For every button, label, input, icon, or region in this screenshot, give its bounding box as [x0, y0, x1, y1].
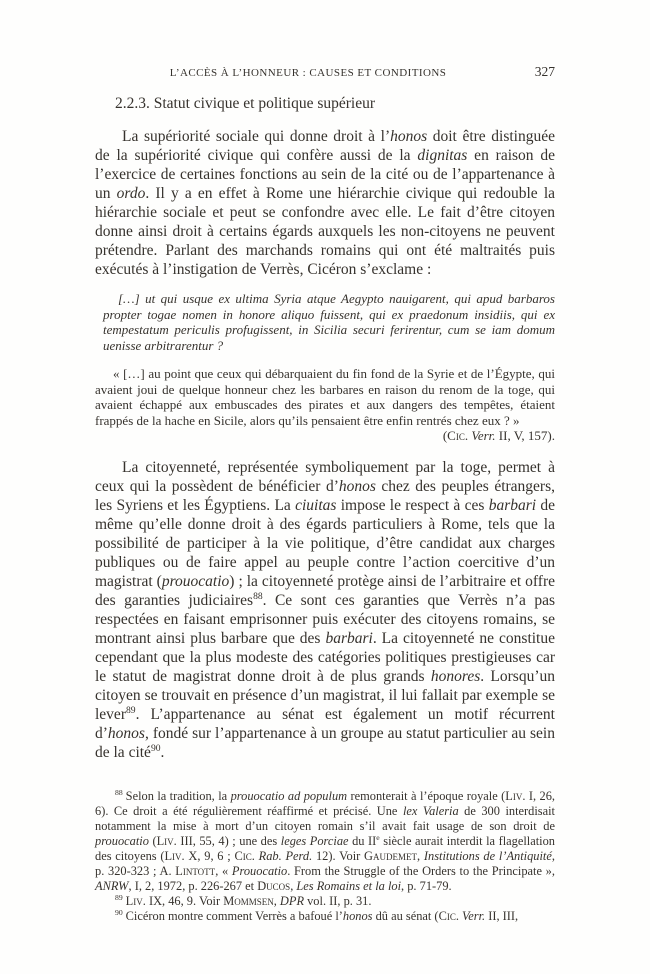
running-title: L’ACCÈS À L’HONNEUR : CAUSES ET CONDITIONS [169, 67, 447, 79]
footnote-88 [95, 789, 555, 894]
footnote-89-text: Liv. IX, 46, 9. Voir Mommsen, DPR vol. II, p. 31. [125, 894, 372, 908]
running-head [95, 64, 555, 80]
footnote-90 [95, 909, 555, 924]
french-translation-quote: « […] au point que ceux qui débarquaient du fin fond de la Syrie et de l’Égypte, qui avaient joui de quelque honneur chez les barbares en raison du renom de la toge, qui avaient échappé aux embuscades des pirates et aux dangers des tempêtes, étaient frappés de la hache en Sicile, alors qu’ils pensaient être enfin rentrés chez eux ? » [95, 366, 555, 428]
footnote-89 [95, 894, 555, 909]
footnote-89-number: 89 [115, 892, 123, 902]
page-number: 327 [534, 64, 555, 79]
section-heading: 2.2.3. Statut civique et politique supérieur [115, 95, 376, 112]
quote-citation: (Cic. Verr. II, V, 157). [442, 428, 555, 443]
paragraph-1: La supériorité sociale qui donne droit à l’honos doit être distinguée de la supériorité civique qui confère aussi de la dignitas en raison de l’exercice de certaines fonctions au sein de la cité ou de l’appartenance à un ordo. Il y a en effet à Rome une hiérarchie civique qui redouble la hiérarchie sociale et peut se confondre avec elle. Le fait d’être citoyen donne ainsi droit à certains égards auxquels les non-citoyens ne peuvent prétendre. Parlant des marchands romains qui ont été maltraités puis exécutés à l’instigation de Verrès, Cicéron s’exclame : [95, 128, 556, 278]
footnote-88-text: Selon la tradition, la prouocatio ad populum remonterait à l’époque royale (Liv. I, 26, 6). Ce droit a été régulièrement réaffirmé et précisé. Une lex Valeria de 300 interdisait notamment la mise à mort d’un citoyen romain s’il avait fait usage de son droit de prouocatio (Liv. III, 55, 4) ; une des leges Porciae du IIe siècle aurait interdit la flagellation des citoyens (Liv. X, 9, 6 ; Cic. Rab. Perd. 12). Voir Gaudemet, Institutions de l’Antiquité, p. 320-323 ; A. Lintott, « Prouocatio. From the Struggle of the Orders to the Principate », ANRW, I, 2, 1972, p. 226-267 et Ducos, Les Romains et la loi, p. 71-79. [95, 789, 556, 893]
footnotes-block [95, 789, 555, 924]
latin-quote: […] ut qui usque ex ultima Syria atque Aegypto nauigarent, qui apud barbaros propter togae nomen in honore aliquo fuissent, qui ex praedonum insidiis, qui ex tempestatum periculis profugissent, in Sicilia securi ferirentur, cum se iam domum uenisse arbitrarentur ? [103, 291, 555, 353]
footnote-90-text: Cicéron montre comment Verrès a bafoué l’honos dû au sénat (Cic. Verr. II, III, [125, 909, 519, 923]
paragraph-2: La citoyenneté, représentée symboliquement par la toge, permet à ceux qui la possèdent de bénéficier d’honos chez des peuples étrangers, les Syriens et les Égyptiens. La ciuitas impose le respect à ces barbari de même qu’elle donne droit à des égards particuliers à Rome, tels que la possibilité de participer à la vie politique, d’être candidat aux charges publiques ou de faire appel au peuple contre l’action coercitive d’un magistrat (prouocatio) ; la citoyenneté protège ainsi de l’arbitraire et offre des garanties judiciaires$^{88}$. Ce sont ces garanties que Verrès n’a pas respectées en faisant emprisonner puis exécuter des citoyens romains, se montrant ainsi plus barbare que des barbari. La citoyenneté ne constitue cependant que la plus modeste des catégories politiques prestigieuses car le statut de magistrat donne droit à de plus grands honores. Lorsqu’un citoyen se trouvait en présence d’un magistrat, il lui fallait par exemple se lever$^{89}$. L’appartenance au sénat est également un motif récurrent d’honos, fondé sur l’appartenance à un groupe au statut particulier au sein de la cité$^{90}$. [95, 459, 556, 761]
footnote-88-number: 88 [115, 787, 123, 797]
footnote-90-number: 90 [115, 907, 123, 917]
